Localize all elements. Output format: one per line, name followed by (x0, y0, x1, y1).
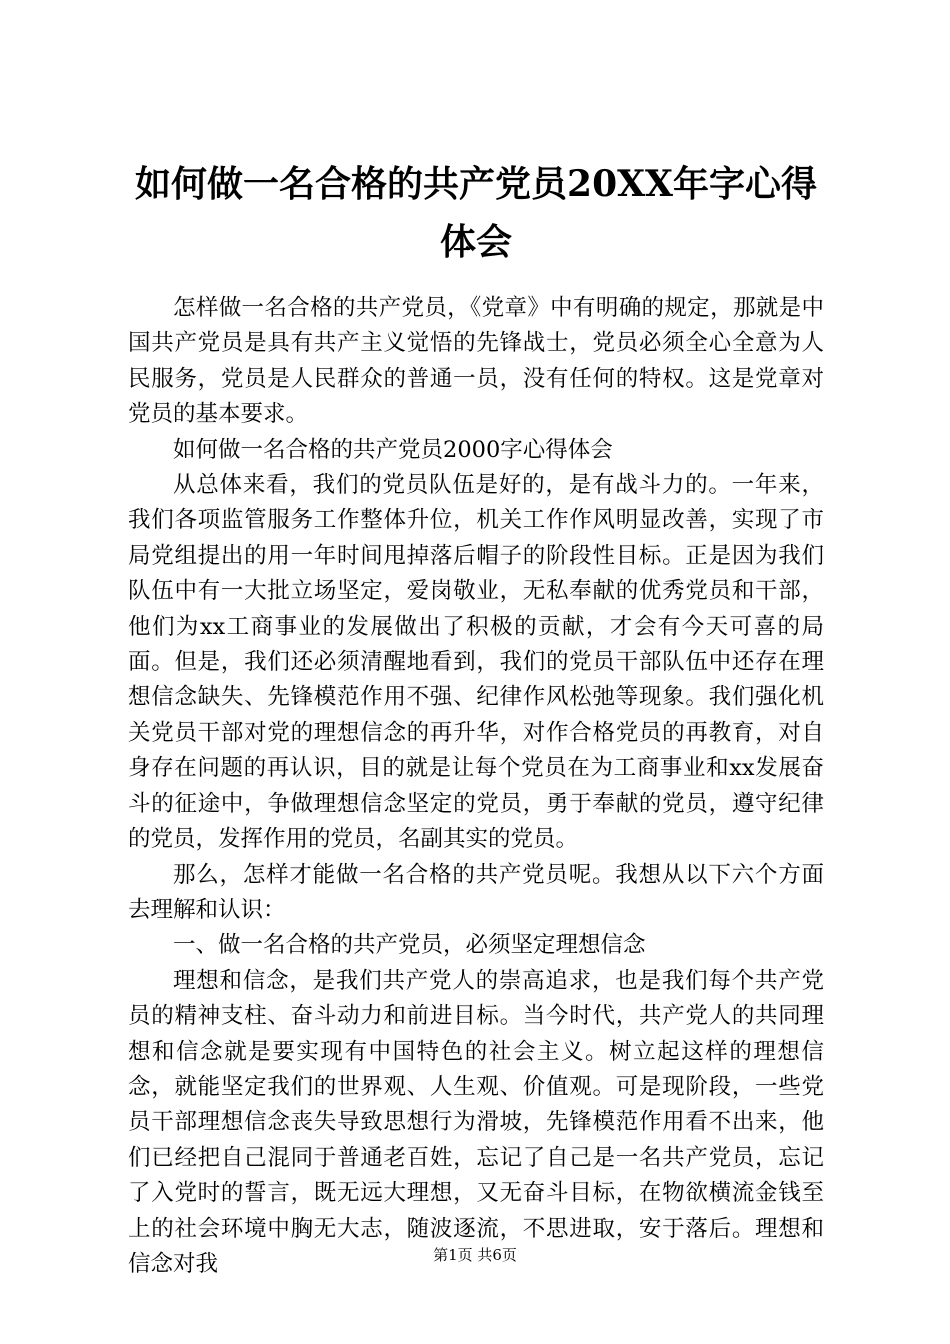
paragraph-subtitle: 如何做一名合格的共产党员2000字心得体会 (173, 436, 613, 463)
paragraph-intro: 怎样做一名合格的共产党员，《党章》中有明确的规定，那就是中国共产党员是具有共产主义觉悟的先锋战士，党员必须全心全意为人民服务，党员是人民群众的普通一员，没有任何的特权。这是党章对党员的基本要求。 (128, 295, 824, 428)
document-body (128, 291, 824, 1282)
paragraph-overview: 从总体来看，我们的党员队伍是好的，是有战斗力的。一年来，我们各项监管服务工作整体升位，机关工作作风明显改善，实现了市局党组提出的用一年时间甩掉落后帽子的阶段性目标。正是因为我们队伍中有一大批立场坚定，爱岗敬业，无私奉献的优秀党员和干部，他们为xx工商事业的发展做出了积极的贡献，才会有今天可喜的局面。但是，我们还必须清醒地看到，我们的党员干部队伍中还存在理想信念缺失、先锋模范作用不强、纪律作风松弛等现象。我们强化机关党员干部对党的理想信念的再升华，对作合格党员的再教育，对自身存在问题的再认识，目的就是让每个党员在为工商事业和xx发展奋斗的征途中，争做理想信念坚定的党员，勇于奉献的党员，遵守纪律的党员，发挥作用的党员，名副其实的党员。 (128, 472, 824, 853)
page-footer: 第1页 共6页 (433, 1246, 517, 1264)
section-heading-1: 一、做一名合格的共产党员，必须坚定理想信念 (173, 932, 646, 959)
document-title: 如何做一名合格的共产党员20XX年字心得体会 (135, 163, 817, 263)
paragraph-question: 那么，怎样才能做一名合格的共产党员呢。我想从以下六个方面去理解和认识： (128, 861, 824, 923)
paragraph-ideals: 理想和信念，是我们共产党人的崇高追求，也是我们每个共产党员的精神支柱、奋斗动力和前进目标。当今时代，共产党人的共同理想和信念就是要实现有中国特色的社会主义。树立起这样的理想信念，就能坚定我们的世界观、人生观、价值观。可是现阶段，一些党员干部理想信念丧失导致思想行为滑坡，先锋模范作用看不出来，他们已经把自己混同于普通老百姓，忘记了自己是一名共产党员，忘记了入党时的誓言，既无远大理想，又无奋斗目标，在物欲横流金钱至上的社会环境中胸无大志，随波逐流，不思进取，安于落后。理想和信念对我 (128, 967, 824, 1277)
